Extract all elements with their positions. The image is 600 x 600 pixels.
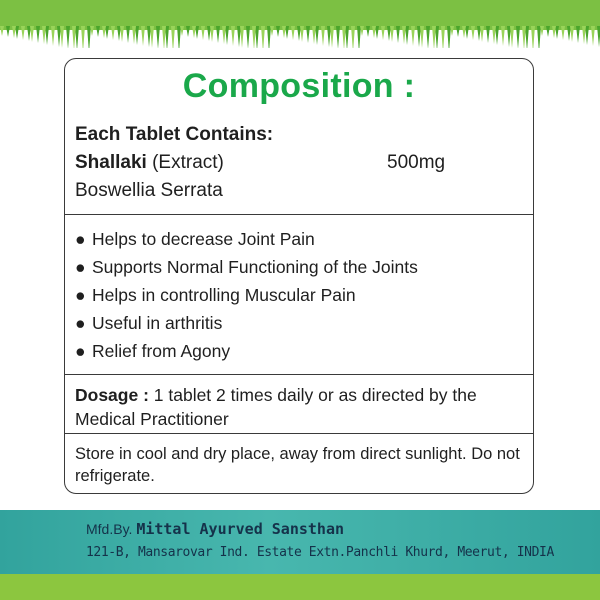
grass-banner	[0, 0, 600, 48]
divider	[65, 374, 533, 375]
benefit-item: ● Helps to decrease Joint Pain	[75, 229, 315, 249]
storage-text: Store in cool and dry place, away from direct sunlight. Do not refrigerate.	[75, 445, 520, 485]
ingredient-type: (Extract)	[146, 152, 224, 173]
ingredient-botanical: Boswellia Serrata	[75, 180, 223, 201]
benefit-item: ● Useful in arthritis	[75, 313, 223, 333]
company-name: Mittal Ayurved Sansthan	[136, 520, 345, 538]
bottom-green-band	[0, 574, 600, 600]
benefits-list	[75, 225, 418, 365]
ingredient-name: Shallaki	[75, 152, 147, 173]
benefit-item: ● Helps in controlling Muscular Pain	[75, 285, 356, 305]
each-tablet-heading: Each Tablet Contains:	[75, 124, 274, 145]
composition-title: Composition :	[182, 67, 416, 105]
divider	[65, 214, 533, 215]
ingredient-row	[75, 149, 523, 177]
ingredients-section	[75, 121, 523, 205]
ingredient-amount: 500mg	[387, 152, 446, 173]
benefit-item: ● Supports Normal Functioning of the Joints	[75, 257, 418, 277]
dosage-text: Dosage : 1 tablet 2 times daily or as directed by the Medical Practitioner	[75, 385, 477, 429]
dosage-label: Dosage :	[75, 385, 149, 405]
composition-card	[64, 58, 534, 494]
manufacturer-address: 121-B, Mansarovar Ind. Estate Extn.Panchli Khurd, Meerut, INDIA	[86, 545, 554, 560]
benefit-item: ● Relief from Agony	[75, 341, 231, 361]
manufacturer-line: Mfd.By. Mittal Ayurved Sansthan	[86, 520, 345, 538]
divider	[65, 433, 533, 434]
